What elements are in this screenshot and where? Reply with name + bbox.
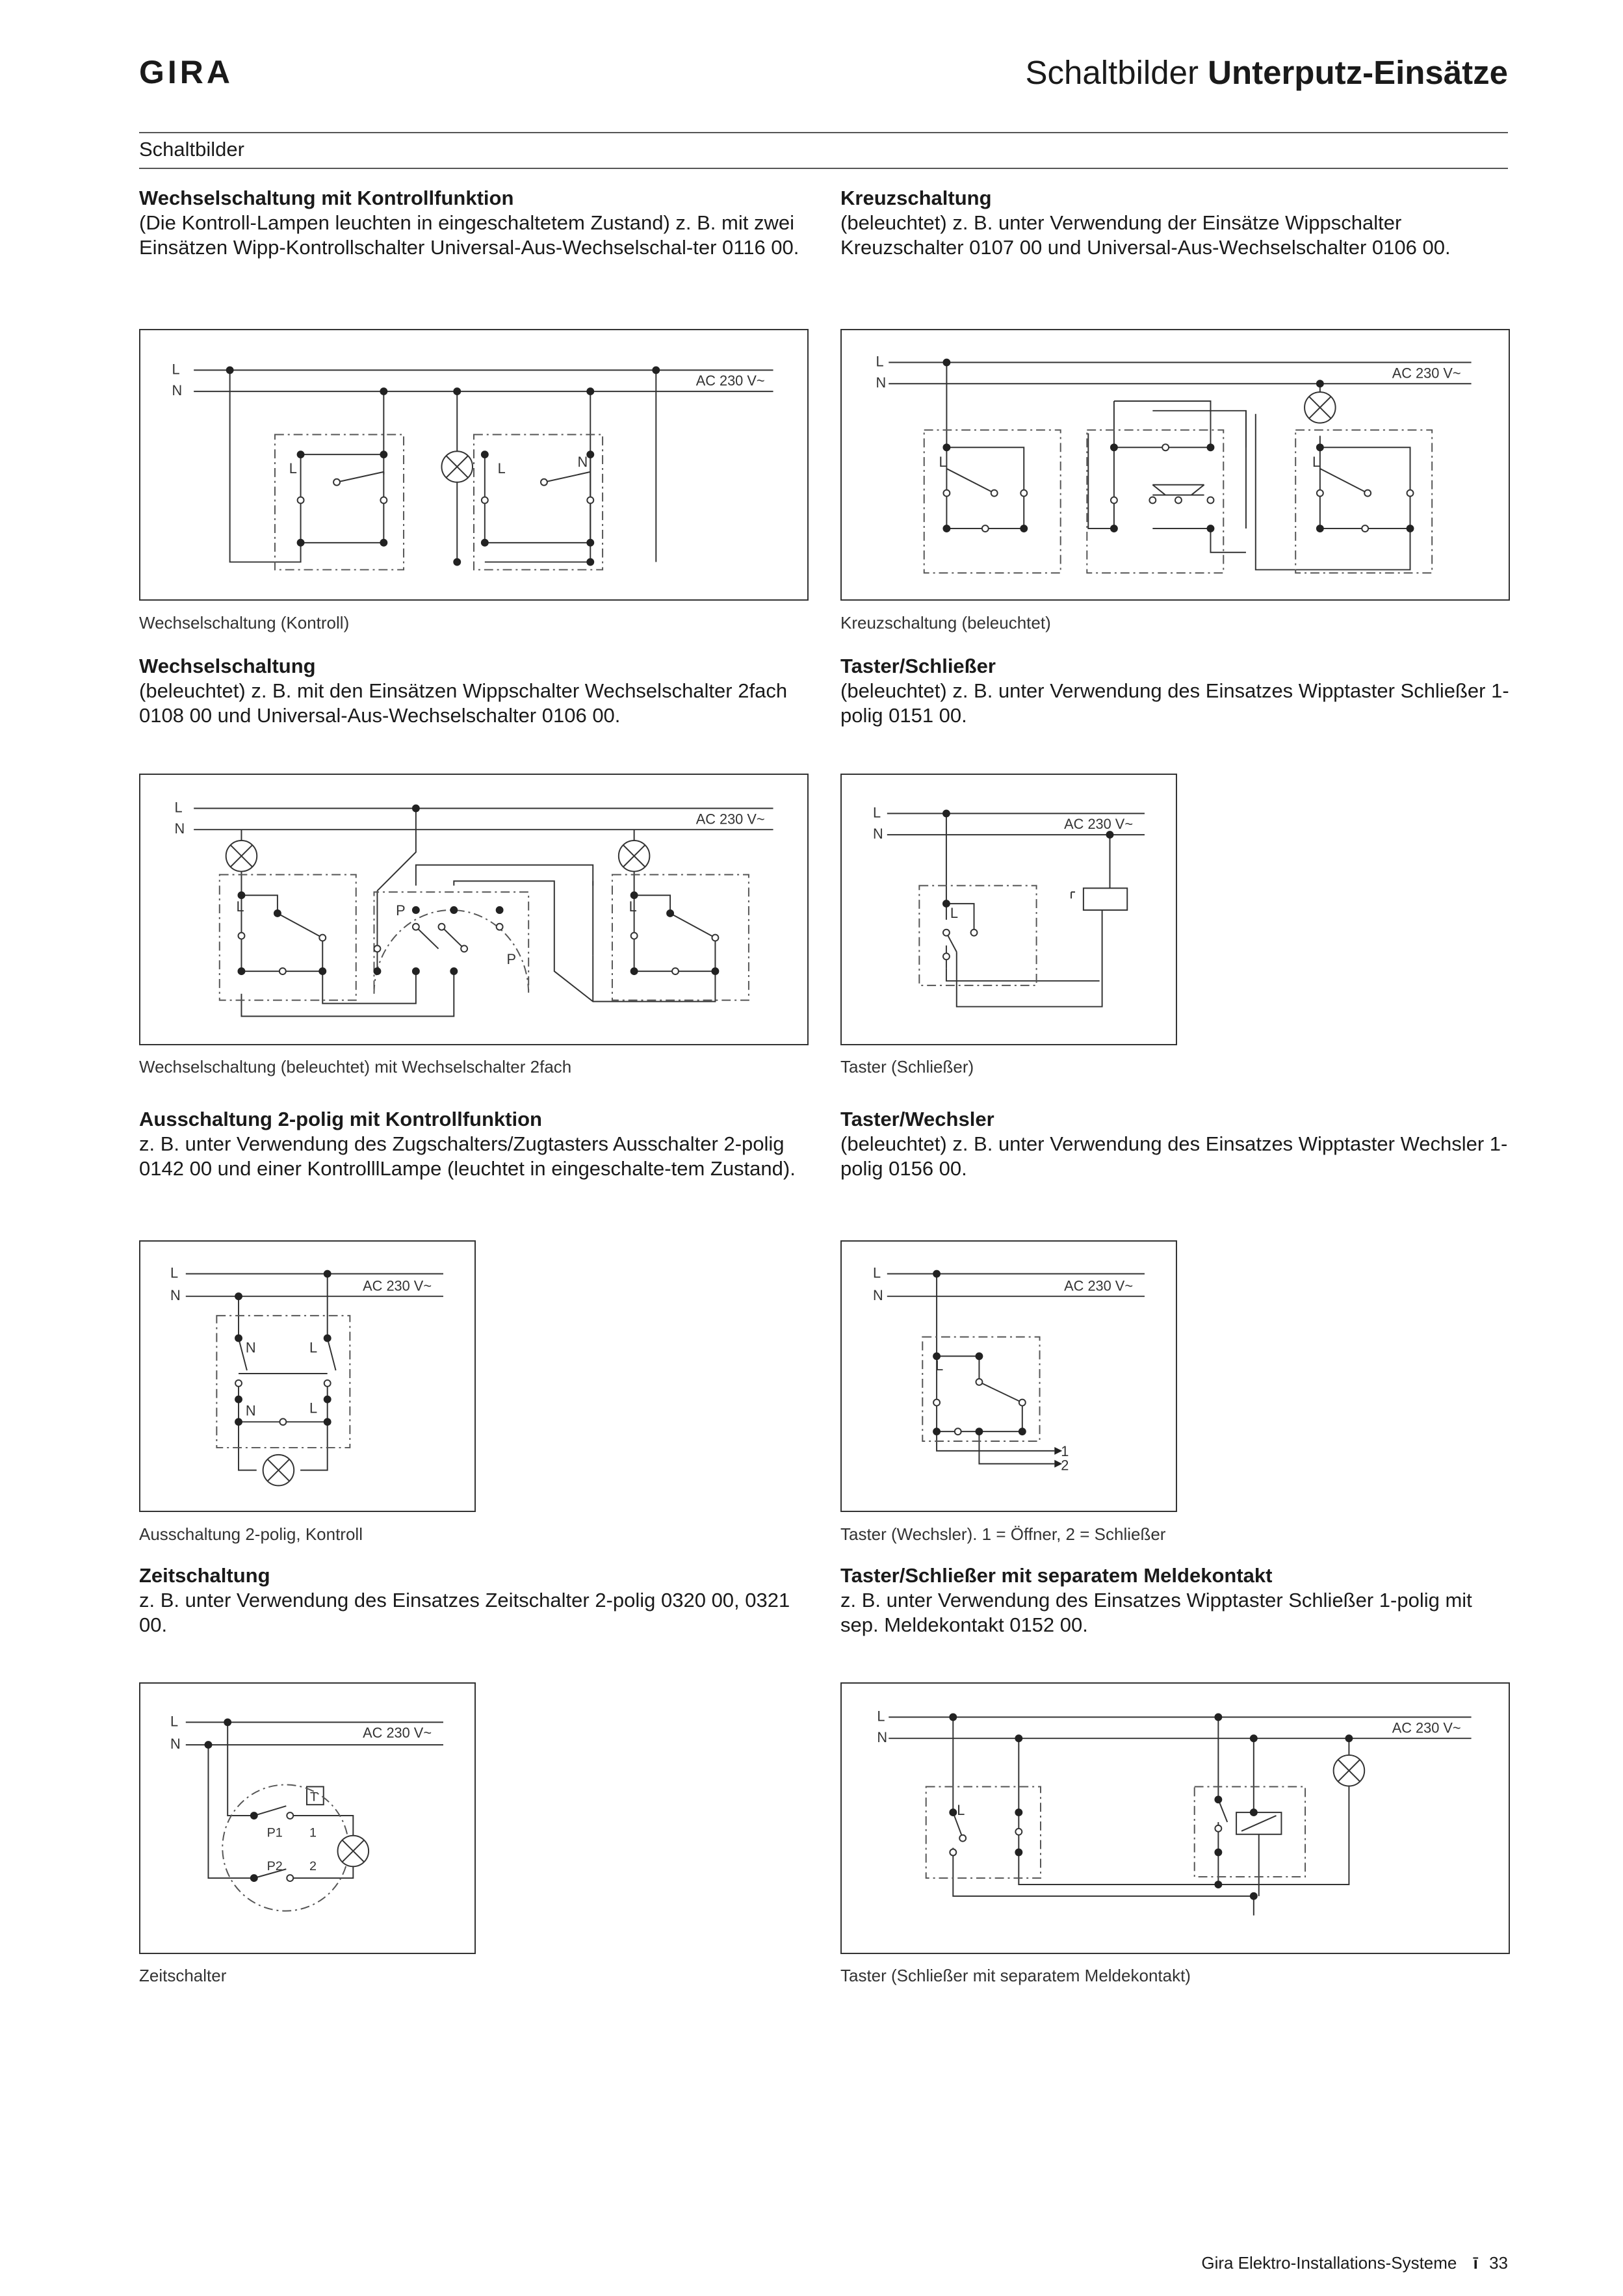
label-p1: P1 — [266, 1825, 283, 1840]
wiring-diagram — [842, 1684, 1509, 1953]
wiring-diagram — [842, 330, 1509, 599]
label-n: N — [577, 453, 588, 470]
label-n: N — [170, 1287, 181, 1304]
block-text: (Die Kontroll-Lampen leuchten in eingeschaltetem Zustand) z. B. mit zwei Einsätzen Wipp-Kontrollschalter Universal-Aus-Wechselschal-ter 0116 00. — [139, 211, 799, 259]
section-title: Schaltbilder — [139, 138, 244, 161]
divider-section — [139, 168, 1508, 169]
divider-top — [139, 132, 1508, 133]
diagram-zeitschalter — [139, 1682, 476, 1954]
block-text: z. B. unter Verwendung des Einsatzes Wipptaster Schließer 1-polig mit sep. Meldekontakt 0152 00. — [840, 1589, 1472, 1636]
footer-text: Gira Elektro-Installations-Systeme — [1201, 2253, 1457, 2273]
block-title: Kreuzschaltung — [840, 187, 992, 209]
label-l: L — [309, 1400, 318, 1416]
block-title: Wechselschaltung mit Kontrollfunktion — [139, 187, 514, 209]
label-l: L — [309, 1339, 318, 1356]
diagram-caption: Wechselschaltung (beleuchtet) mit Wechselschalter 2fach — [139, 1057, 572, 1076]
label-n: N — [873, 826, 883, 842]
block-title: Taster/Schließer mit separatem Meldekontakt — [840, 1564, 1273, 1587]
label-t: T — [309, 1790, 318, 1805]
label-p: P — [396, 902, 406, 919]
diagram-wechselschaltung-kontroll — [139, 329, 809, 601]
wiring-diagram — [842, 1242, 1176, 1511]
block-text: (beleuchtet) z. B. mit den Einsätzen Wippschalter Wechselschalter 2fach 0108 00 und Universal-Aus-Wechselschalter 0106 00. — [139, 679, 788, 727]
label-n: N — [170, 1736, 181, 1753]
label-l: L — [174, 799, 183, 816]
wiring-diagram — [140, 1684, 474, 1953]
label-n: N — [877, 1729, 888, 1746]
diagram-taster-wechsler — [840, 1240, 1177, 1512]
label-l: L — [877, 1708, 885, 1725]
wiring-diagram — [842, 775, 1176, 1044]
wiring-diagram — [140, 775, 807, 1044]
diagram-caption: Taster (Wechsler). 1 = Öffner, 2 = Schließer — [840, 1524, 1166, 1544]
label-l: L — [873, 804, 881, 821]
label-l: L — [935, 1357, 944, 1374]
block-title: Taster/Wechsler — [840, 1108, 994, 1130]
brand-logo: GIRA — [139, 54, 233, 90]
info-icon: ī — [1473, 2253, 1478, 2273]
diagram-caption: Taster (Schließer) — [840, 1057, 974, 1076]
diagram-wechselschaltung-2fach — [139, 774, 809, 1045]
label-l: L — [957, 1802, 965, 1819]
block-title: Wechselschaltung — [139, 655, 316, 677]
label-1: 1 — [1061, 1442, 1069, 1459]
label-supply: AC 230 V~ — [363, 1277, 432, 1294]
label-l: L — [497, 460, 506, 476]
label-l: L — [170, 1264, 179, 1281]
page-number: 33 — [1489, 2253, 1508, 2273]
diagram-caption: Ausschaltung 2-polig, Kontroll — [139, 1524, 363, 1544]
label-supply: AC 230 V~ — [1064, 816, 1134, 833]
diagram-caption: Wechselschaltung (Kontroll) — [139, 613, 350, 633]
label-l: L — [950, 904, 958, 921]
label-supply: AC 230 V~ — [695, 811, 765, 828]
wiring-diagram — [140, 1242, 474, 1511]
label-supply: AC 230 V~ — [1392, 1719, 1461, 1736]
label-l: L — [289, 460, 297, 476]
label-2: 2 — [1061, 1457, 1069, 1474]
page-title-regular: Schaltbilder — [1025, 54, 1199, 91]
label-l: L — [939, 453, 947, 470]
block-text: (beleuchtet) z. B. unter Verwendung des Einsatzes Wipptaster Wechsler 1-polig 0156 00. — [840, 1132, 1508, 1180]
label-n: N — [876, 374, 887, 391]
block-title: Taster/Schließer — [840, 655, 996, 677]
diagram-taster-meldekontakt — [840, 1682, 1510, 1954]
block-text: z. B. unter Verwendung des Einsatzes Zeitschalter 2-polig 0320 00, 0321 00. — [139, 1589, 790, 1636]
label-supply: AC 230 V~ — [363, 1725, 432, 1742]
label-l: L — [172, 361, 180, 378]
label-n: N — [873, 1287, 883, 1304]
label-l: L — [1312, 453, 1321, 470]
diagram-caption: Taster (Schließer mit separatem Meldekontakt) — [840, 1966, 1191, 1985]
label-l: L — [876, 353, 884, 370]
block-title: Ausschaltung 2-polig mit Kontrollfunktion — [139, 1108, 542, 1130]
label-l: L — [629, 898, 637, 915]
label-l: L — [873, 1264, 881, 1281]
label-n: N — [245, 1402, 256, 1419]
label-p: P — [506, 951, 517, 968]
label-p2: P2 — [266, 1859, 283, 1874]
block-text: z. B. unter Verwendung des Zugschalters/Zugtasters Ausschalter 2-polig 0142 00 und einer KontrolllLampe (leuchtet in eingeschalte-tem Zustand). — [139, 1132, 796, 1180]
block-title: Zeitschaltung — [139, 1564, 270, 1587]
footer — [1201, 2253, 1508, 2273]
label-n: N — [174, 820, 185, 837]
label-l: L — [236, 898, 244, 915]
label-1: 1 — [309, 1825, 317, 1840]
block-text: (beleuchtet) z. B. unter Verwendung des Einsatzes Wipptaster Schließer 1-polig 0151 00. — [840, 679, 1509, 727]
label-supply: AC 230 V~ — [1392, 365, 1461, 382]
label-n: N — [172, 382, 183, 399]
diagram-caption: Zeitschalter — [139, 1966, 227, 1985]
block-text: (beleuchtet) z. B. unter Verwendung der Einsätze Wippschalter Kreuzschalter 0107 00 und Universal-Aus-Wechselschalter 0106 00. — [840, 211, 1451, 259]
label-n: N — [245, 1339, 256, 1356]
diagram-caption: Kreuzschaltung (beleuchtet) — [840, 613, 1051, 633]
label-2: 2 — [309, 1859, 317, 1874]
page-title — [1025, 53, 1508, 92]
page-title-bold: Unterputz-Einsätze — [1208, 54, 1508, 91]
label-supply: AC 230 V~ — [1064, 1277, 1134, 1294]
label-supply: AC 230 V~ — [695, 372, 765, 389]
diagram-taster-schliesser — [840, 774, 1177, 1045]
diagram-ausschaltung-2polig — [139, 1240, 476, 1512]
diagram-kreuzschaltung — [840, 329, 1510, 601]
label-l: L — [170, 1713, 179, 1730]
wiring-diagram — [140, 330, 807, 599]
